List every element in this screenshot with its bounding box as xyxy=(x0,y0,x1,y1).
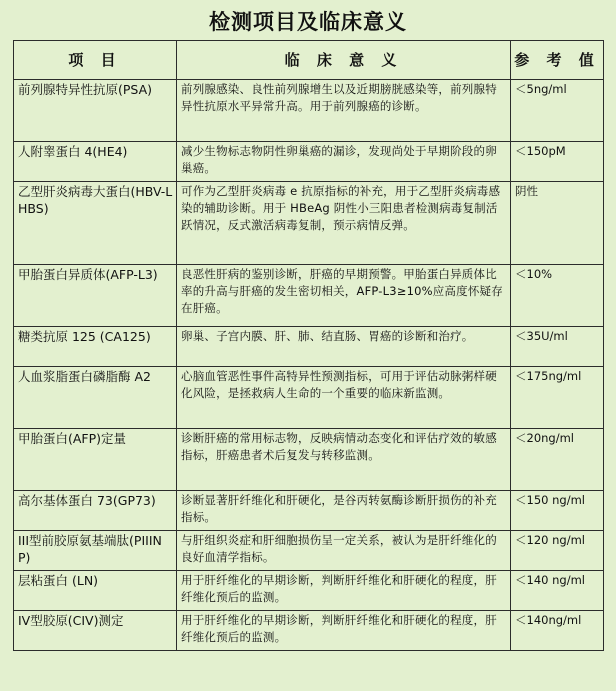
clinical-meaning: 前列腺感染、良性前列腺增生以及近期膀胱感染等，前列腺特异性抗原水平异常升高。用于前列腺癌的诊断。 xyxy=(177,80,511,142)
clinical-meaning: 良恶性肝病的鉴别诊断，肝癌的早期预警。甲胎蛋白异质体比率的升高与肝癌的发生密切相关，AFP-L3≥10%应高度怀疑存在肝癌。 xyxy=(177,265,511,327)
item-name: 糖类抗原 125 (CA125) xyxy=(14,327,177,367)
page-title: 检测项目及临床意义 xyxy=(209,9,407,34)
item-name: 前列腺特异性抗原(PSA) xyxy=(14,80,177,142)
clinical-meaning: 减少生物标志物阴性卵巢癌的漏诊，发现尚处于早期阶段的卵巢癌。 xyxy=(177,142,511,182)
clinical-meaning: 心脑血管恶性事件高特异性预测指标，可用于评估动脉粥样硬化风险，是拯救病人生命的一个重要的临床新监测。 xyxy=(177,367,511,429)
table-row xyxy=(14,265,604,327)
table-row xyxy=(14,531,604,571)
clinical-meaning: 诊断显著肝纤维化和肝硬化，是谷丙转氨酶诊断肝损伤的补充指标。 xyxy=(177,491,511,531)
table-row xyxy=(14,571,604,611)
reference-value: ＜150 ng/ml xyxy=(511,491,604,531)
reference-value: ＜175ng/ml xyxy=(511,367,604,429)
header-item: 项 目 xyxy=(14,41,177,80)
header-reference: 参 考 值 xyxy=(511,41,604,80)
item-name: 人附睾蛋白 4(HE4) xyxy=(14,142,177,182)
reference-value: ＜5ng/ml xyxy=(511,80,604,142)
table-row xyxy=(14,182,604,265)
table-header-row xyxy=(14,41,604,80)
clinical-meaning: 可作为乙型肝炎病毒 e 抗原指标的补充，用于乙型肝炎病毒感染的辅助诊断。用于 HBeAg 阴性小三阳患者检测病毒复制活跃情况，反式激活病毒复制，预示病情反弹。 xyxy=(177,182,511,265)
table-row xyxy=(14,367,604,429)
clinical-meaning: 用于肝纤维化的早期诊断，判断肝纤维化和肝硬化的程度，肝纤维化预后的监测。 xyxy=(177,611,511,651)
table-row xyxy=(14,80,604,142)
item-name: 层粘蛋白 (LN) xyxy=(14,571,177,611)
item-name: 人血浆脂蛋白磷脂酶 A2 xyxy=(14,367,177,429)
reference-value: ＜140ng/ml xyxy=(511,611,604,651)
item-name: 乙型肝炎病毒大蛋白(HBV-LHBS) xyxy=(14,182,177,265)
clinical-meaning: 卵巢、子宫内膜、肝、肺、结直肠、胃癌的诊断和治疗。 xyxy=(177,327,511,367)
reference-value: ＜10% xyxy=(511,265,604,327)
item-name: IV型胶原(CIV)测定 xyxy=(14,611,177,651)
reference-value: ＜140 ng/ml xyxy=(511,571,604,611)
clinical-meaning: 诊断肝癌的常用标志物，反映病情动态变化和评估疗效的敏感指标，肝癌患者术后复发与转移监测。 xyxy=(177,429,511,491)
reference-value: ＜35U/ml xyxy=(511,327,604,367)
item-name: 甲胎蛋白异质体(AFP-L3) xyxy=(14,265,177,327)
reference-value: ＜20ng/ml xyxy=(511,429,604,491)
item-name: 甲胎蛋白(AFP)定量 xyxy=(14,429,177,491)
reference-value: ＜120 ng/ml xyxy=(511,531,604,571)
table-row xyxy=(14,611,604,651)
clinical-significance-table xyxy=(13,40,604,651)
table-row xyxy=(14,142,604,182)
table-row xyxy=(14,429,604,491)
clinical-meaning: 与肝组织炎症和肝细胞损伤呈一定关系，被认为是肝纤维化的良好血清学指标。 xyxy=(177,531,511,571)
table-row xyxy=(14,491,604,531)
clinical-meaning: 用于肝纤维化的早期诊断，判断肝纤维化和肝硬化的程度，肝纤维化预后的监测。 xyxy=(177,571,511,611)
table-row xyxy=(14,327,604,367)
header-meaning: 临 床 意 义 xyxy=(177,41,511,80)
item-name: III型前胶原氨基端肽(PIIINP) xyxy=(14,531,177,571)
reference-value: ＜150pM xyxy=(511,142,604,182)
reference-value: 阴性 xyxy=(511,182,604,265)
item-name: 高尔基体蛋白 73(GP73) xyxy=(14,491,177,531)
